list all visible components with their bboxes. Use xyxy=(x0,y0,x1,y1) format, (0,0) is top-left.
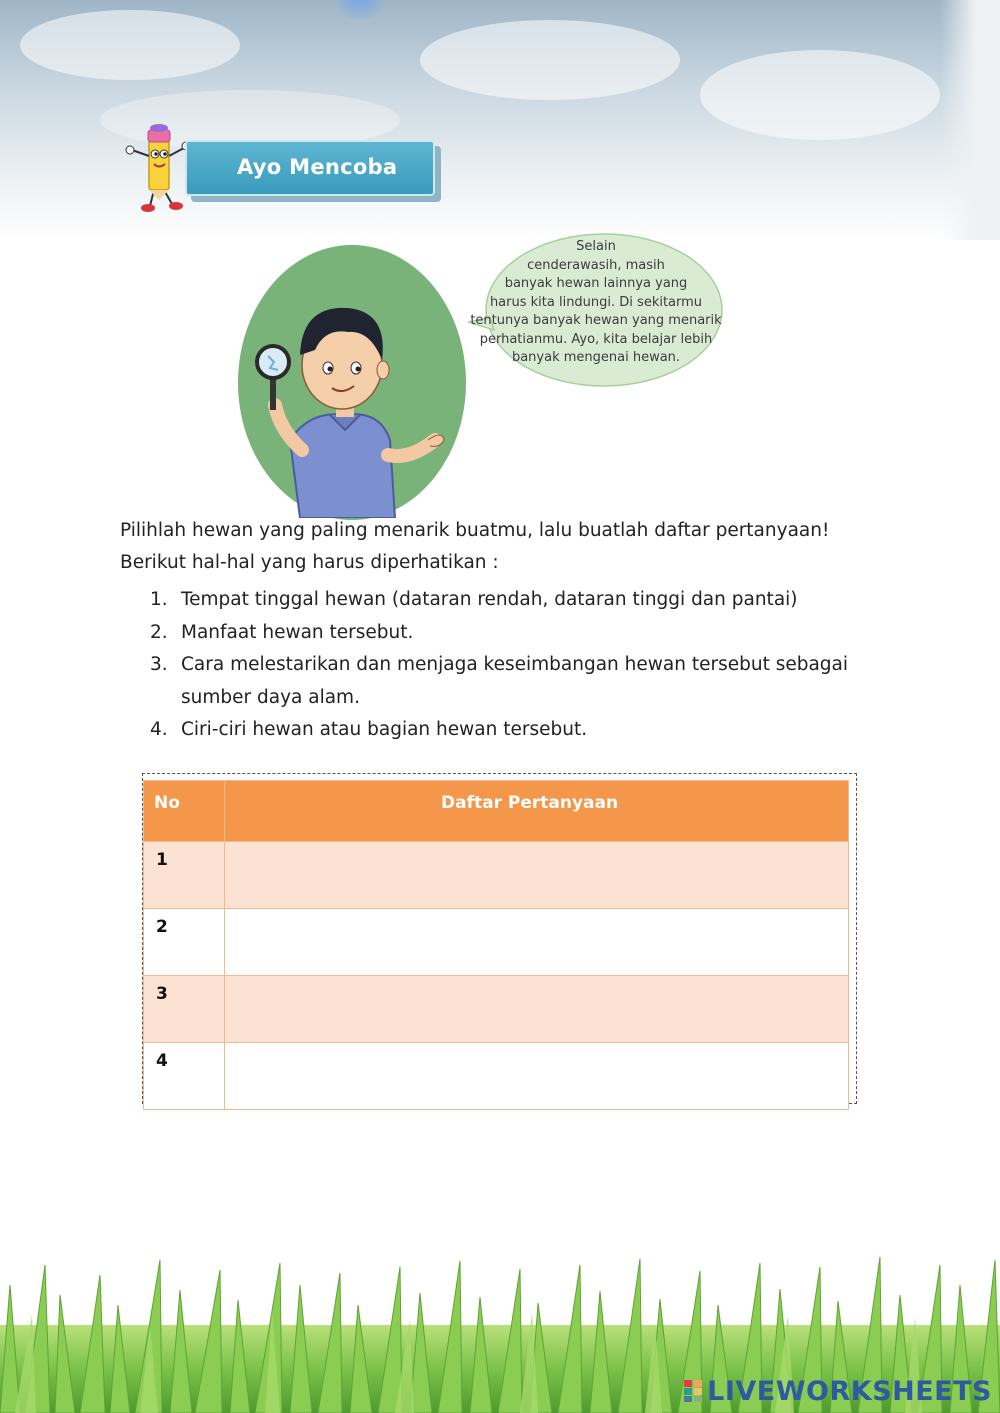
list-text: Manfaat hewan tersebut. xyxy=(181,621,414,643)
table-row xyxy=(144,909,849,976)
question-input-cell[interactable] xyxy=(225,909,849,976)
list-text: Tempat tinggal hewan (dataran rendah, dataran tinggi dan pantai) xyxy=(181,589,798,610)
boy-with-magnifier-illustration xyxy=(230,290,460,518)
criteria-list xyxy=(150,584,850,747)
logo-text: LIVEWORKSHEETS xyxy=(707,1375,992,1407)
instruction-line-1: Pilihlah hewan yang paling menarik buatmu, lalu buatlah daftar pertanyaan! xyxy=(120,520,830,541)
list-number: 3. xyxy=(150,654,168,675)
cloud xyxy=(20,10,240,80)
list-text: Ciri-ciri hewan atau bagian hewan tersebut. xyxy=(181,719,588,740)
table-row xyxy=(144,1043,849,1110)
row-number: 4 xyxy=(144,1043,225,1110)
question-input-cell[interactable] xyxy=(225,1043,849,1110)
pencil-mascot-icon xyxy=(124,124,194,214)
question-input-cell[interactable] xyxy=(225,976,849,1043)
cloud xyxy=(700,50,940,140)
list-text: Cara melestarikan dan menjaga keseimbangan hewan tersebut sebagai xyxy=(181,654,849,675)
liveworksheets-logo[interactable] xyxy=(683,1375,992,1407)
bubble-line: tentunya banyak hewan yang menarik xyxy=(470,313,722,328)
bubble-line: cenderawasih, masih xyxy=(527,257,665,273)
table-row xyxy=(144,842,849,909)
sun-glow xyxy=(330,0,390,20)
column-header-questions: Daftar Pertanyaan xyxy=(225,781,849,842)
sky-edge xyxy=(940,0,1000,240)
bubble-line: Selain xyxy=(576,239,616,254)
column-header-no: No xyxy=(144,781,225,842)
list-item xyxy=(150,584,850,617)
cloud xyxy=(420,20,680,100)
question-table xyxy=(143,780,849,1110)
section-title: Ayo Mencoba xyxy=(237,155,398,179)
row-number: 1 xyxy=(144,842,225,909)
section-banner xyxy=(185,140,440,202)
bubble-line: perhatianmu. Ayo, kita belajar lebih xyxy=(479,331,713,347)
instruction-line-2: Berikut hal-hal yang harus diperhatikan : xyxy=(120,552,499,573)
bubble-line: harus kita lindungi. Di sekitarmu xyxy=(489,294,703,310)
liveworksheets-mark-icon xyxy=(683,1379,703,1403)
question-table-container xyxy=(142,773,857,1104)
list-item xyxy=(150,649,850,682)
row-number: 2 xyxy=(144,909,225,976)
row-number: 3 xyxy=(144,976,225,1043)
list-item-continuation xyxy=(150,682,850,715)
speech-bubble-text xyxy=(468,238,724,368)
list-number: 4. xyxy=(150,719,168,740)
list-item xyxy=(150,714,850,747)
question-input-cell[interactable] xyxy=(225,842,849,909)
list-text: sumber daya alam. xyxy=(181,686,360,708)
list-number: 2. xyxy=(150,621,168,643)
list-item xyxy=(150,617,850,650)
bubble-line: banyak hewan lainnya yang xyxy=(504,276,688,291)
list-number: 1. xyxy=(150,589,168,610)
table-row xyxy=(144,976,849,1043)
table-header-row xyxy=(144,781,849,842)
bubble-line: banyak mengenai hewan. xyxy=(511,350,681,365)
